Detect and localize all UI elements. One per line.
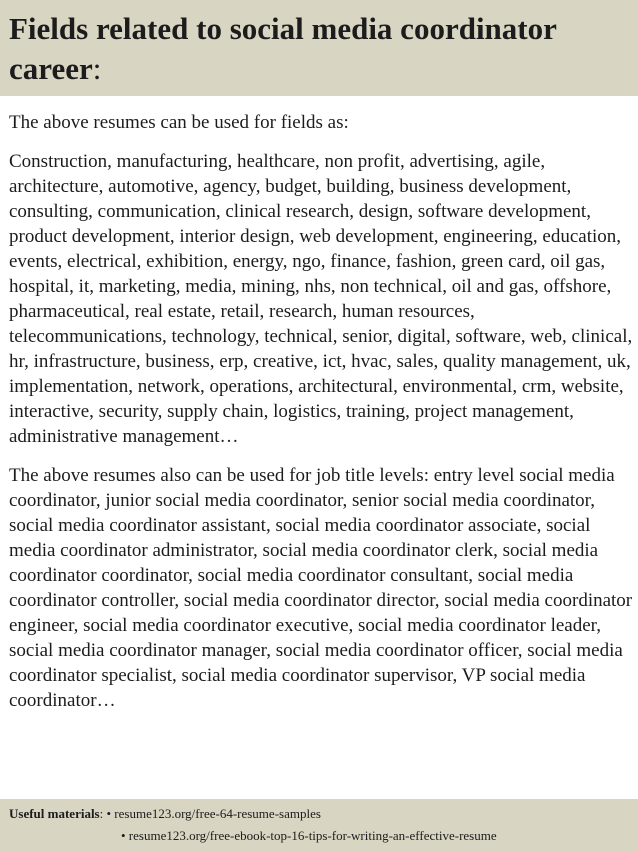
page-title-text: Fields related to social media coordinator career [9, 11, 557, 86]
resource-link-samples[interactable]: • resume123.org/free-64-resume-samples [106, 806, 321, 821]
fields-list: Construction, manufacturing, healthcare, non profit, advertising, agile, architecture, automotive, agency, budget, building, business development, consulting, communication, clinical research, design, software development, product development, interior design, web development, engineering, education, events, electrical, exhibition, energy, ngo, finance, fashion, green card, oil gas, hospital, it, marketing, media, mining, nhs, non technical, oil and gas, offshore, pharmaceutical, real estate, retail, research, human resources, telecommunications, technology, technical, senior, digital, software, web, clinical, hr, infrastructure, business, erp, creative, ict, hvac, sales, quality management, uk, implementation, network, operations, architectural, environmental, crm, website, interactive, security, supply chain, logistics, training, project management, administrative management… [9, 151, 633, 447]
resource-link-ebook[interactable]: • resume123.org/free-ebook-top-16-tips-for-writing-an-effective-resume [121, 828, 497, 843]
useful-materials-label: Useful materials [9, 806, 100, 821]
intro-text: The above resumes can be used for fields as: [9, 112, 349, 133]
page-title [9, 9, 629, 89]
content-body [9, 110, 633, 713]
title-band [0, 0, 638, 96]
useful-materials-footer [0, 799, 638, 851]
footer-row-1 [9, 806, 321, 822]
job-levels-text: The above resumes also can be used for job title levels: entry level social media coordinator, junior social media coordinator, senior social media coordinator, social media coordinator assistant, social media coordinator associate, social media coordinator administrator, social media coordinator clerk, social media coordinator coordinator, social media coordinator consultant, social media coordinator controller, social media coordinator director, social media coordinator engineer, social media coordinator executive, social media coordinator leader, social media coordinator manager, social media coordinator officer, social media coordinator specialist, social media coordinator supervisor, VP social media coordinator… [9, 465, 633, 711]
useful-materials-colon: : [99, 806, 107, 821]
footer-row-2 [121, 828, 497, 844]
page-title-colon: : [92, 51, 102, 86]
